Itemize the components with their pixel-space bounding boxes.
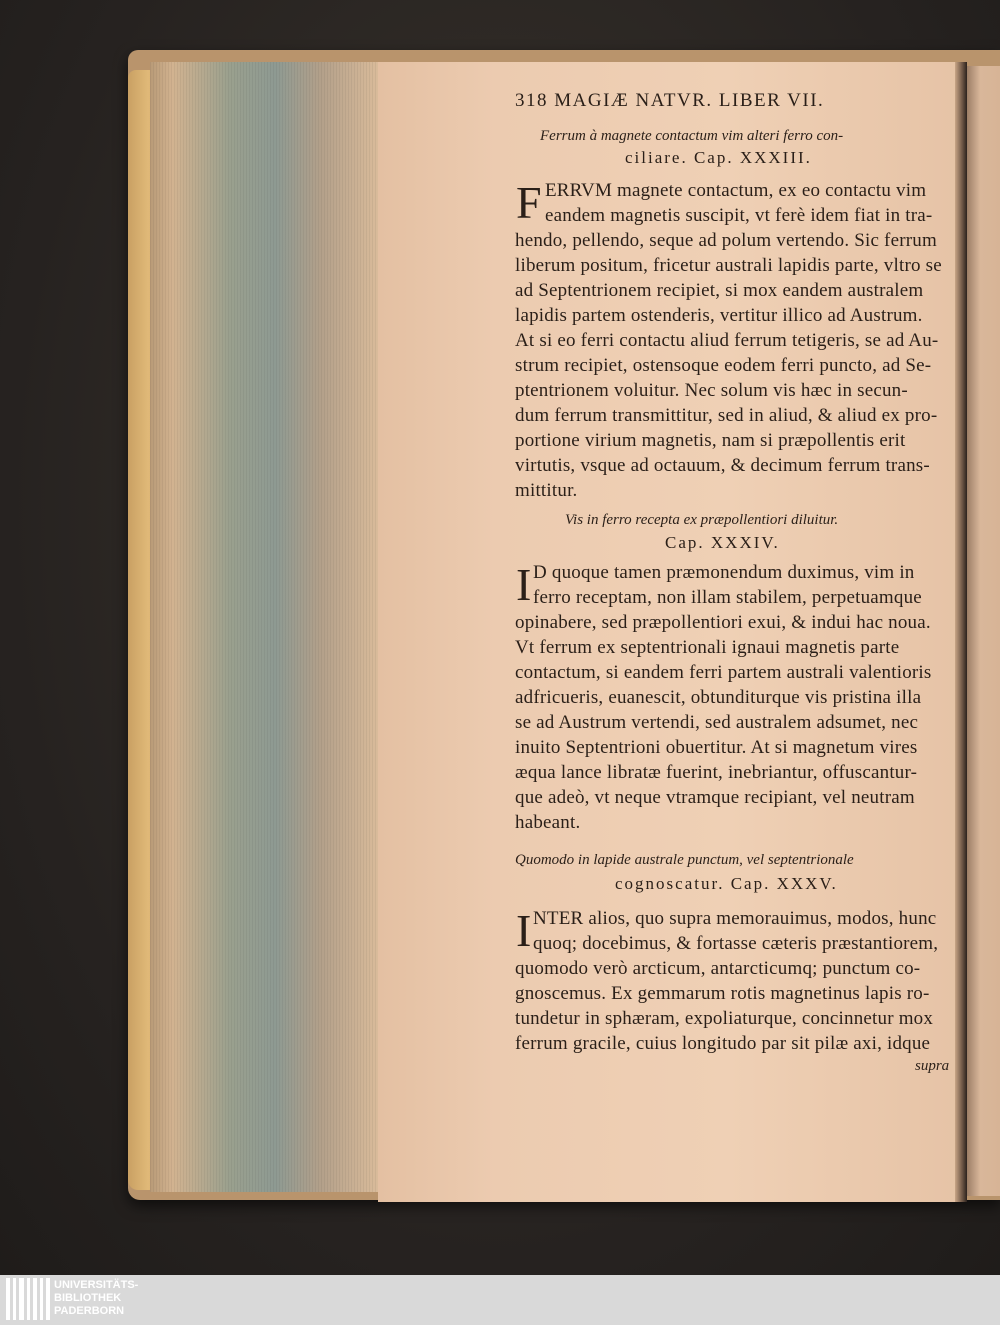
body-line: inuito Septentrioni obuertitur. At si magnetum vires <box>515 737 918 758</box>
logo-line: BIBLIOTHEK <box>54 1292 122 1304</box>
body-line: ferrum gracile, cuius longitudo par sit pilæ axi, idque <box>515 1033 931 1054</box>
chapter-33-title-line-1: Ferrum à magnete contactum vim alteri ferro con- <box>540 128 844 144</box>
chapter-34-title-line-1: Vis in ferro recepta ex præpollentiori diluitur. <box>565 512 839 528</box>
body-line: strum recipiet, ostensoque eodem ferri puncto, ad Se- <box>515 355 932 376</box>
body-line: virtutis, vsque ad octauum, & decimum ferrum trans- <box>515 455 930 476</box>
body-line: ERRVM magnete contactum, ex eo contactu vim <box>545 180 927 201</box>
body-line: tundetur in sphæram, expoliaturque, concinnetur mox <box>515 1008 934 1029</box>
body-line: ad Septentrionem recipiet, si mox eandem australem <box>515 280 924 301</box>
chapter-35-title-line-2: cognoscatur. Cap. XXXV. <box>615 874 838 893</box>
body-line: liberum positum, fricetur australi lapidis parte, vltro se <box>515 255 942 276</box>
body-line: Vt ferrum ex septentrionali ignaui magnetis parte <box>515 637 900 658</box>
footer-bar <box>0 1275 1000 1325</box>
body-line: lapidis partem ostenderis, vertitur illico ad Austrum. <box>515 305 923 326</box>
body-line: æqua lance libratæ fuerint, inebriantur, offuscantur- <box>515 762 918 783</box>
chapter-35-dropcap: I <box>516 905 532 956</box>
body-line: quomodo verò arcticum, antarcticumq; punctum co- <box>515 958 921 979</box>
body-line: ferro receptam, non illam stabilem, perpetuamque <box>533 587 922 608</box>
body-line: At si eo ferri contactu aliud ferrum tetigeris, se ad Au- <box>515 330 939 351</box>
body-line: NTER alios, quo supra memorauimus, modos, hunc <box>533 908 937 929</box>
body-line: contactum, si eandem ferri partem australi valentioris <box>515 662 932 683</box>
body-line: adfricueris, euanescit, obtunditurque vis pristina illa <box>515 687 922 708</box>
page-gutter <box>955 62 967 1202</box>
library-logo-text <box>54 1279 138 1318</box>
body-line: ptentrionem voluitur. Nec solum vis hæc in secun- <box>515 380 908 401</box>
body-line: portione virium magnetis, nam si præpollentis erit <box>515 430 906 451</box>
chapter-34-title-line-2: Cap. XXXIV. <box>665 533 780 552</box>
chapter-35-title-line-1: Quomodo in lapide australe punctum, vel septentrionale <box>515 852 854 868</box>
body-line: habeant. <box>515 812 581 833</box>
body-line: eandem magnetis suscipit, vt ferè idem fiat in tra- <box>545 205 933 226</box>
logo-line: UNIVERSITÄTS- <box>54 1279 139 1291</box>
page-block-edge <box>150 62 378 1192</box>
catchword: supra <box>915 1058 950 1074</box>
body-line: D quoque tamen præmonendum duximus, vim in <box>533 562 915 583</box>
facing-page-edge <box>967 66 1000 1196</box>
chapter-33-title-line-2: ciliare. Cap. XXXIII. <box>625 148 812 167</box>
body-line: quoq; docebimus, & fortasse cæteris præstantiorem, <box>533 933 939 954</box>
body-line: gnoscemus. Ex gemmarum rotis magnetinus lapis ro- <box>515 983 930 1004</box>
library-logo-icon <box>6 1278 50 1320</box>
body-line: que adeò, vt neque vtramque recipiant, vel neutram <box>515 787 915 808</box>
body-line: se ad Austrum vertendi, sed australem adsumet, nec <box>515 712 919 733</box>
logo-line: PADERBORN <box>54 1305 125 1317</box>
body-line: mittitur. <box>515 480 578 501</box>
body-line: opinabere, sed præpollentiori exui, & indui hac noua. <box>515 612 931 633</box>
body-line: hendo, pellendo, seque ad polum vertendo. Sic ferrum <box>515 230 937 251</box>
body-line: dum ferrum transmittitur, sed in aliud, & aliud ex pro- <box>515 405 938 426</box>
running-head: 318 MAGIÆ NATVR. LIBER VII. <box>515 90 825 111</box>
chapter-33-dropcap: F <box>516 177 542 228</box>
chapter-34-dropcap: I <box>516 559 532 610</box>
